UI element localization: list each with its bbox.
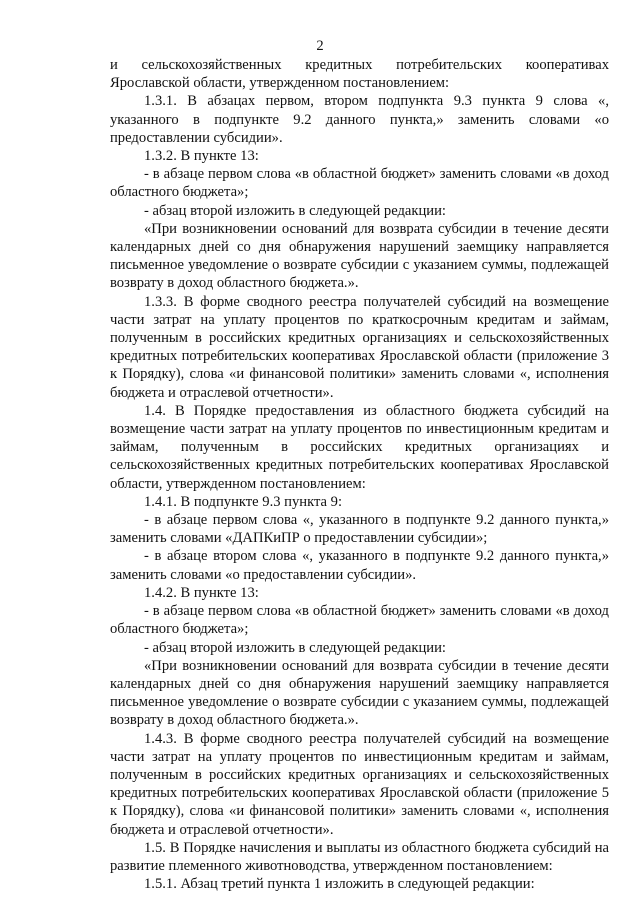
paragraph: 1.4.3. В форме сводного реестра получателей субсидий на возмещение части затрат на уплату процентов по инвестиционным кредитам и займам, полученным в российских кредитных организациях и сельскохозяйственных кредитных потребительских кооперативах Ярославской области (приложение 5 к Порядку), слова «и финансовой политики» заменить словами «, исполнения бюджета и отраслевой отчетности». [110, 730, 609, 838]
paragraph: и сельскохозяйственных кредитных потребительских кооперативах Ярославской области, утвержденном постановлением: [110, 57, 609, 92]
paragraph: - в абзаце первом слова «в областной бюджет» заменить словами «в доход областного бюджета»; [110, 166, 609, 201]
paragraph: 1.3.3. В форме сводного реестра получателей субсидий на возмещение части затрат на уплату процентов по краткосрочным кредитам и займам, полученным в российских кредитных организациях и сельскохозяйственных кредитных потребительских кооперативах Ярославской области (приложение 3 к Порядку), слова «и финансовой политики» заменить словами «, исполнения бюджета и отраслевой отчетности». [110, 293, 609, 401]
paragraph: 1.4. В Порядке предоставления из областного бюджета субсидий на возмещение части затрат на уплату процентов по инвестиционным кредитам и займам, полученным в российских кредитных организациях и сельскохозяйственных кредитных потребительских кооперативах Ярославской области, утвержденном постановлением: [110, 402, 609, 492]
paragraph: 1.5.1. Абзац третий пункта 1 изложить в следующей редакции: [144, 876, 535, 893]
paragraph: 1.3.1. В абзацах первом, втором подпункта 9.3 пункта 9 слова «, указанного в подпункте 9.2 данного пункта,» заменить словами «о предоставлении субсидии». [110, 93, 609, 146]
paragraph: - в абзаце первом слова «в областной бюджет» заменить словами «в доход областного бюджета»; [110, 603, 609, 638]
paragraph: «При возникновении оснований для возврата субсидии в течение десяти календарных дней со дня обнаружения нарушений заемщику направляется письменное уведомление о возврате субсидии с указанием суммы, подлежащей возврату в доход областного бюджета.». [110, 657, 609, 729]
paragraph: 1.4.2. В пункте 13: [144, 584, 259, 601]
document-body [110, 56, 609, 893]
paragraph: 1.4.1. В подпункте 9.3 пункта 9: [144, 493, 343, 510]
paragraph: - в абзаце первом слова «, указанного в подпункте 9.2 данного пункта,» заменить словами «ДАПКиПР о предоставлении субсидии»; [110, 512, 609, 547]
page-number: 2 [316, 38, 324, 54]
paragraph: - в абзаце втором слова «, указанного в подпункте 9.2 данного пункта,» заменить словами «о предоставлении субсидии». [110, 548, 609, 583]
paragraph: - абзац второй изложить в следующей редакции: [144, 639, 446, 656]
paragraph: - абзац второй изложить в следующей редакции: [144, 202, 446, 219]
paragraph: 1.3.2. В пункте 13: [144, 148, 259, 165]
paragraph: «При возникновении оснований для возврата субсидии в течение десяти календарных дней со дня обнаружения нарушений заемщику направляется письменное уведомление о возврате субсидии с указанием суммы, подлежащей возврату в доход областного бюджета.». [110, 220, 609, 292]
paragraph: 1.5. В Порядке начисления и выплаты из областного бюджета субсидий на развитие племенного животноводства, утвержденном постановлением: [110, 839, 609, 874]
